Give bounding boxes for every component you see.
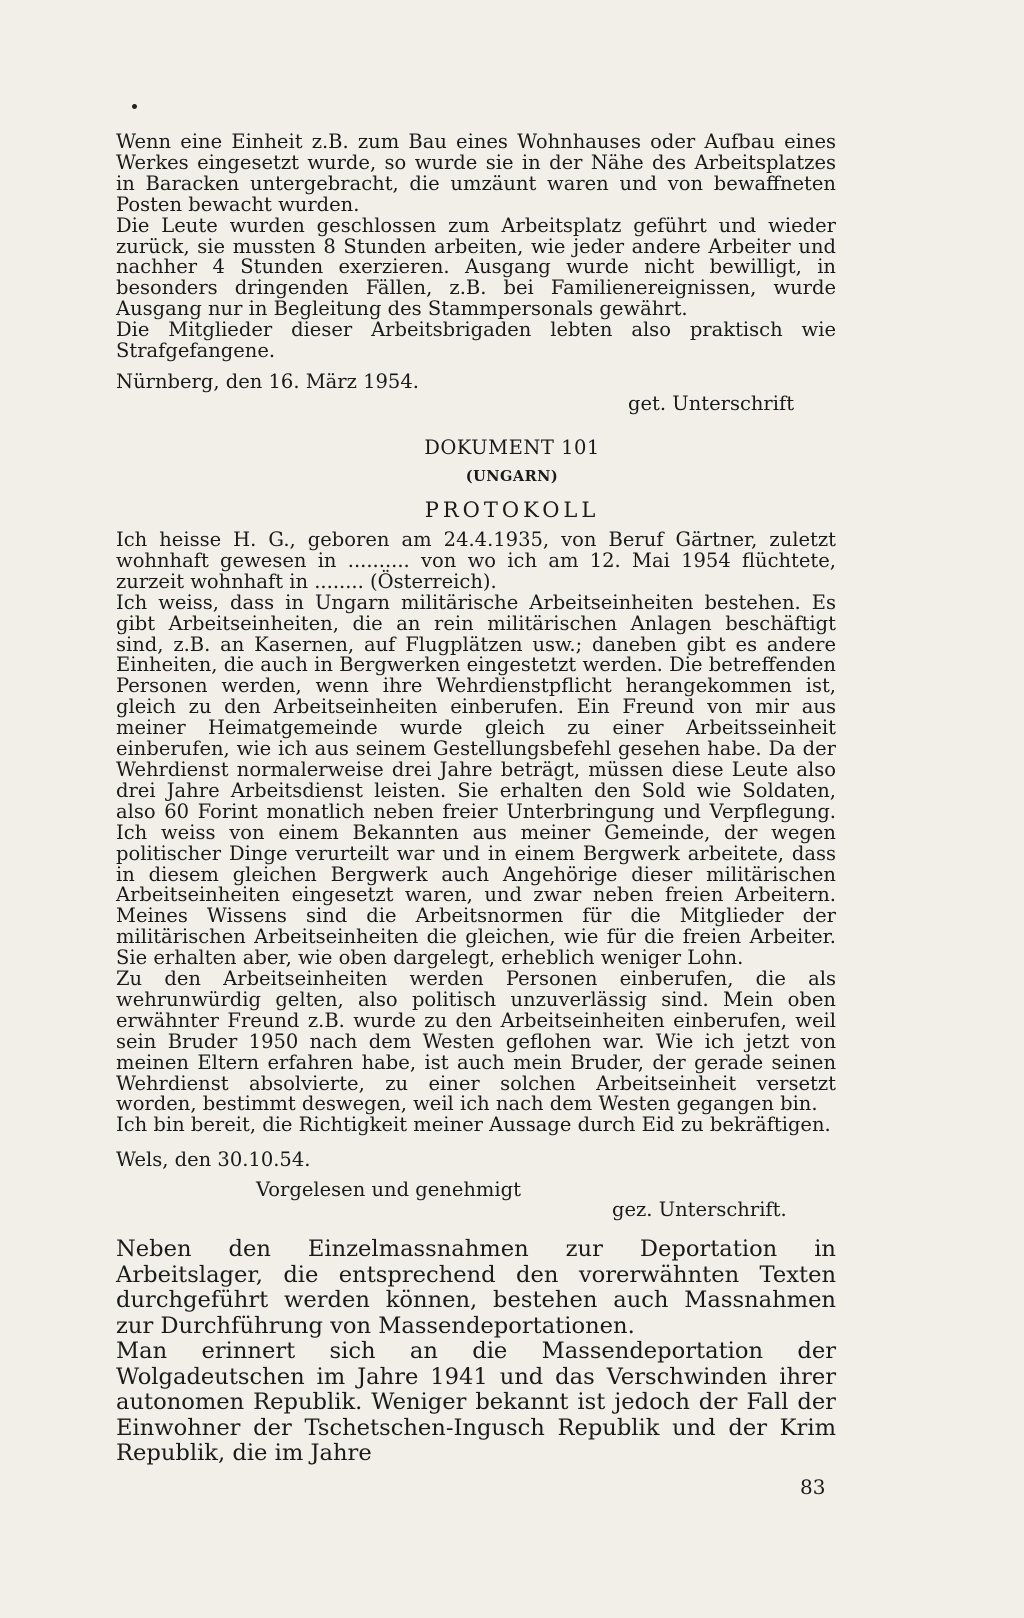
signature: get. Unterschrift <box>628 392 795 415</box>
report-text-top <box>116 132 836 362</box>
paragraph: Die Leute wurden geschlossen zum Arbeitsplatz geführt und wieder zurück, sie mussten 8 Stunden arbeiten, wie jeder andere Arbeiter und nachher 4 Stunden exerzieren. Ausgang wurde nicht bewilligt, in besonders dringenden Fällen, z.B. bei Familienereignissen, wurde Ausgang nur in Begleitung des Stammpersonals gewährt. <box>116 213 836 321</box>
paragraph: Die Mitglieder dieser Arbeitsbrigaden lebten also praktisch wie Strafgefangene. <box>116 318 836 363</box>
protocol-heading: PROTOKOLL <box>424 498 600 522</box>
paragraph: Man erinnert sich an die Massendeportation der Wolgadeutschen im Jahre 1941 und das Verschwinden ihrer autonomen Republik. Weniger bekannt ist jedoch der Fall der Einwohner der Tschetschen-Ingusch Republik und der Krim Republik, die im Jahre <box>116 1338 836 1466</box>
paragraph: Zu den Arbeitseinheiten werden Personen einberufen, die als wehrunwürdig gelten, also politisch unzuverlässig sind. Mein oben erwähnter Freund z.B. wurde zu den Arbeitseinheiten einberufen, weil sein Bruder 1950 nach dem Westen geflohen war. Wie ich jetzt von meinen Eltern erfahren habe, ist auch mein Bruder, der gerade seinen Wehrdienst absolvierte, zu einer solchen Arbeitseinheit versetzt worden, bestimmt deswegen, weil ich nach dem Westen gegangen bin. <box>116 967 836 1116</box>
stray-dot <box>132 104 137 109</box>
document-country: (UNGARN) <box>465 468 559 485</box>
paragraph: Wenn eine Einheit z.B. zum Bau eines Wohnhauses oder Aufbau eines Werkes eingesetzt wurde, so wurde sie in der Nähe des Arbeitsplatzes in Baracken untergebracht, die umzäunt waren und von bewaffneten Posten bewacht wurden. <box>116 130 836 216</box>
place-date: Nürnberg, den 16. März 1954. <box>116 370 419 393</box>
protocol-text <box>116 530 836 1136</box>
read-approved-note: Vorgelesen und genehmigt <box>256 1178 521 1201</box>
paragraph: Ich weiss, dass in Ungarn militärische Arbeitseinheiten bestehen. Es gibt Arbeitseinheiten, die an rein militärischen Anlagen beschäftigt sind, z.B. an Kasernen, auf Flugplätzen usw.; daneben gibt es andere Einheiten, die auch in Bergwerken eingestetzt werden. Die betreffenden Personen werden, wenn ihre Wehrdienstpflicht herangekommen ist, gleich zu den Arbeitseinheiten einberufen. Ein Freund von mir aus meiner Heimatgemeinde wurde gleich zu einer Arbeitsseinheit einberufen, wie ich aus seinem Gestellungsbefehl gesehen habe. Da der Wehrdienst normalerweise drei Jahre beträgt, müssen diese Leute also drei Jahre Arbeitsdienst leisten. Sie erhalten den Sold wie Soldaten, also 60 Forint monatlich neben freier Unterbringung und Verpflegung. Ich weiss von einem Bekannten aus meiner Gemeinde, der wegen politischer Dinge verurteilt war und in einem Bergwerk arbeitete, dass in diesem gleichen Bergwerk auch Angehörige dieser militärischen Arbeitseinheiten eingesetzt waren, und zwar neben freien Arbeitern. Meines Wissens sind die Arbeitsnormen für die Mitglieder der militärischen Arbeitseinheiten die gleichen, wie für die freien Arbeiter. Sie erhalten aber, wie oben dargelegt, erheblich weniger Lohn. <box>116 590 836 970</box>
page-number: 83 <box>800 1475 826 1499</box>
place-date: Wels, den 30.10.54. <box>116 1148 311 1171</box>
document-title: DOKUMENT 101 <box>424 436 600 459</box>
paragraph: Ich heisse H. G., geboren am 24.4.1935, von Beruf Gärtner, zuletzt wohnhaft gewesen in .......... von wo ich am 12. Mai 1954 flüchtete, zurzeit wohnhaft in ........ (Österreich). <box>116 528 836 593</box>
signature: gez. Unterschrift. <box>612 1198 787 1221</box>
paragraph: Ich bin bereit, die Richtigkeit meiner Aussage durch Eid zu bekräftigen. <box>116 1113 831 1137</box>
body-text-bottom <box>116 1237 836 1467</box>
paragraph: Neben den Einzelmassnahmen zur Deportation in Arbeitslager, die entsprechend den vorerwähnten Texten durchgeführt werden können, bestehen auch Massnahmen zur Durchführung von Massendeportationen. <box>116 1236 836 1339</box>
